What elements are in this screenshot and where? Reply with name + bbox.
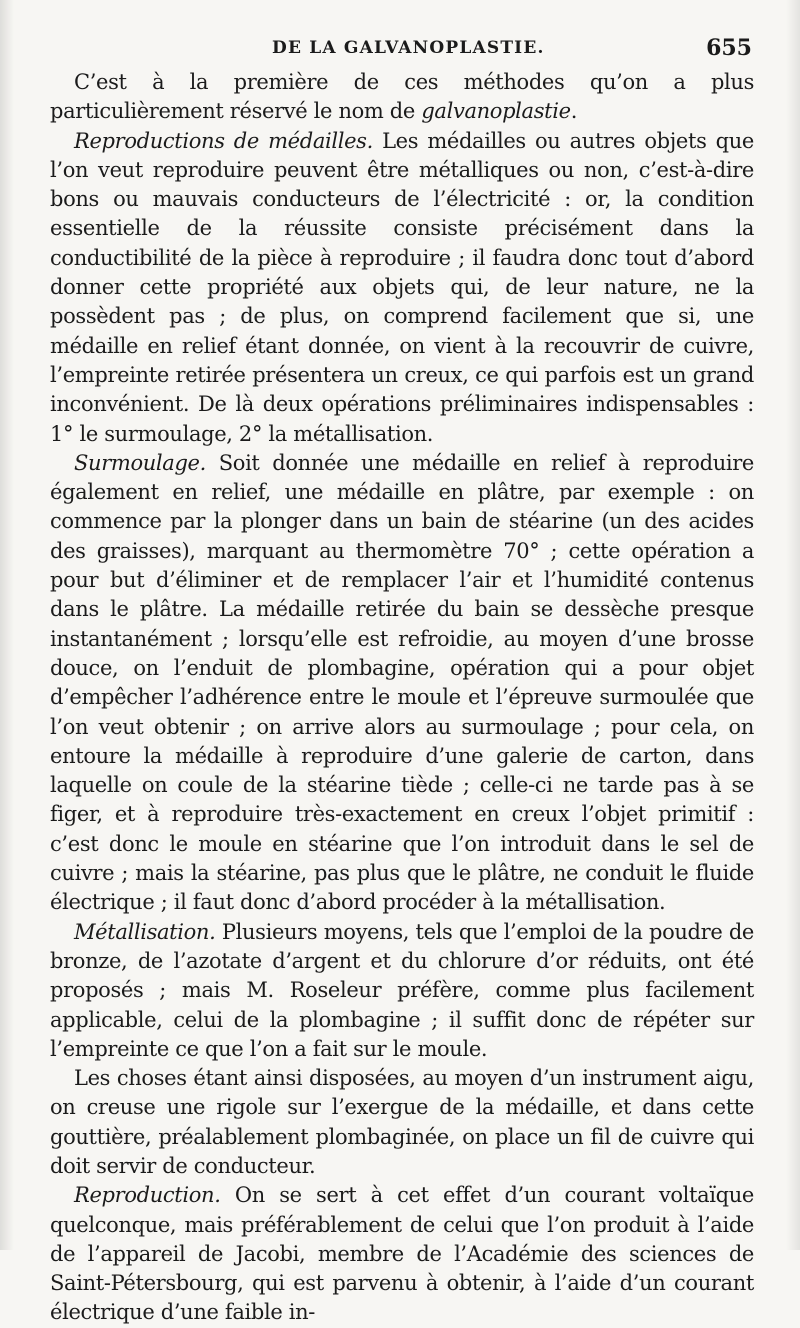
paragraph-text: On se sert à cet effet d’un courant voltaïque quelconque, mais préférablement de celui que l’on produit à l’aide de l’appareil de Jacobi, membre de l’Académie des sciences de Saint-Pétersbourg, qui est parvenu à obtenir, à l’aide d’un courant électrique d’une faible in- xyxy=(50,1183,754,1325)
section-heading: Reproductions de médailles. xyxy=(74,128,373,153)
paragraph-text: Les choses étant ainsi disposées, au moyen d’un instrument aigu, on creuse une rigole sur l’exergue de la médaille, et dans cette gouttière, préalablement plombaginée, on place un fil de cuivre qui doit servir de conducteur. xyxy=(50,1066,754,1178)
paragraph-reproductions xyxy=(50,127,754,449)
paragraph-text: C’est à la première de ces méthodes qu’on a plus particulièrement réservé le nom de xyxy=(50,70,754,124)
emphasis-term: galvanoplastie xyxy=(421,99,571,124)
paragraph-reproduction xyxy=(50,1181,754,1327)
paragraph-tail: . xyxy=(570,99,578,124)
paragraph-dispositions xyxy=(50,1064,754,1181)
running-title: DE LA GALVANOPLASTIE. xyxy=(272,38,545,58)
paragraph-text: Les médailles ou autres objets que l’on veut reproduire peuvent être métalliques ou non, c’est-à-dire bons ou mauvais conducteurs de l’électricité : or, la condition essentielle de la réussite consiste précisément dans la conductibilité de la pièce à reproduire ; il faudra donc tout d’abord donner cette propriété aux objets qui, de leur nature, ne la possèdent pas ; de plus, on comprend facilement que si, une médaille en relief étant donnée, on vient à la recouvrir de cuivre, l’empreinte retirée présentera un creux, ce qui parfois est un grand inconvénient. De là deux opérations préliminaires indispensables : 1° le surmoulage, 2° la métallisation. xyxy=(50,128,754,446)
page-number: 655 xyxy=(706,35,752,61)
page-edge-shadow-left xyxy=(0,0,14,1250)
body-text xyxy=(50,68,754,1328)
running-head xyxy=(50,35,754,68)
paragraph-intro xyxy=(50,68,754,127)
page-edge-shadow-right xyxy=(786,0,800,1250)
paragraph-metallisation xyxy=(50,918,754,1064)
section-heading: Métallisation. xyxy=(74,919,216,944)
paragraph-text: Plusieurs moyens, tels que l’emploi de la poudre de bronze, de l’azotate d’argent et du chlorure d’or réduits, ont été proposés ; mais M. Roseleur préfère, comme plus facilement applicable, celui de la plombagine ; il suffit donc de répéter sur l’empreinte ce que l’on a fait sur le moule. xyxy=(50,919,754,1061)
paragraph-surmoulage xyxy=(50,449,754,918)
section-heading: Reproduction. xyxy=(74,1183,221,1208)
paragraph-text: Soit donnée une médaille en relief à reproduire également en relief, une médaille en plâtre, par exemple : on commence par la plonger dans un bain de stéarine (un des acides des graisses), marquant au thermomètre 70° ; cette opération a pour but d’éliminer et de remplacer l’air et l’humidité contenus dans le plâtre. La médaille retirée du bain se dessèche presque instantanément ; lorsqu’elle est refroidie, au moyen d’une brosse douce, on l’enduit de plombagine, opération qui a pour objet d’empêcher l’adhérence entre le moule et l’épreuve surmoulée que l’on veut obtenir ; on arrive alors au surmoulage ; pour cela, on entoure la médaille à reproduire d’une galerie de carton, dans laquelle on coule de la stéarine tiède ; celle-ci ne tarde pas à se figer, et à reproduire très-exactement en creux l’objet primitif : c’est donc le moule en stéarine que l’on introduit dans le sel de cuivre ; mais la stéarine, pas plus que le plâtre, ne conduit le fluide électrique ; il faut donc d’abord procéder à la métallisation. xyxy=(50,450,754,915)
section-heading: Surmoulage. xyxy=(74,450,206,475)
